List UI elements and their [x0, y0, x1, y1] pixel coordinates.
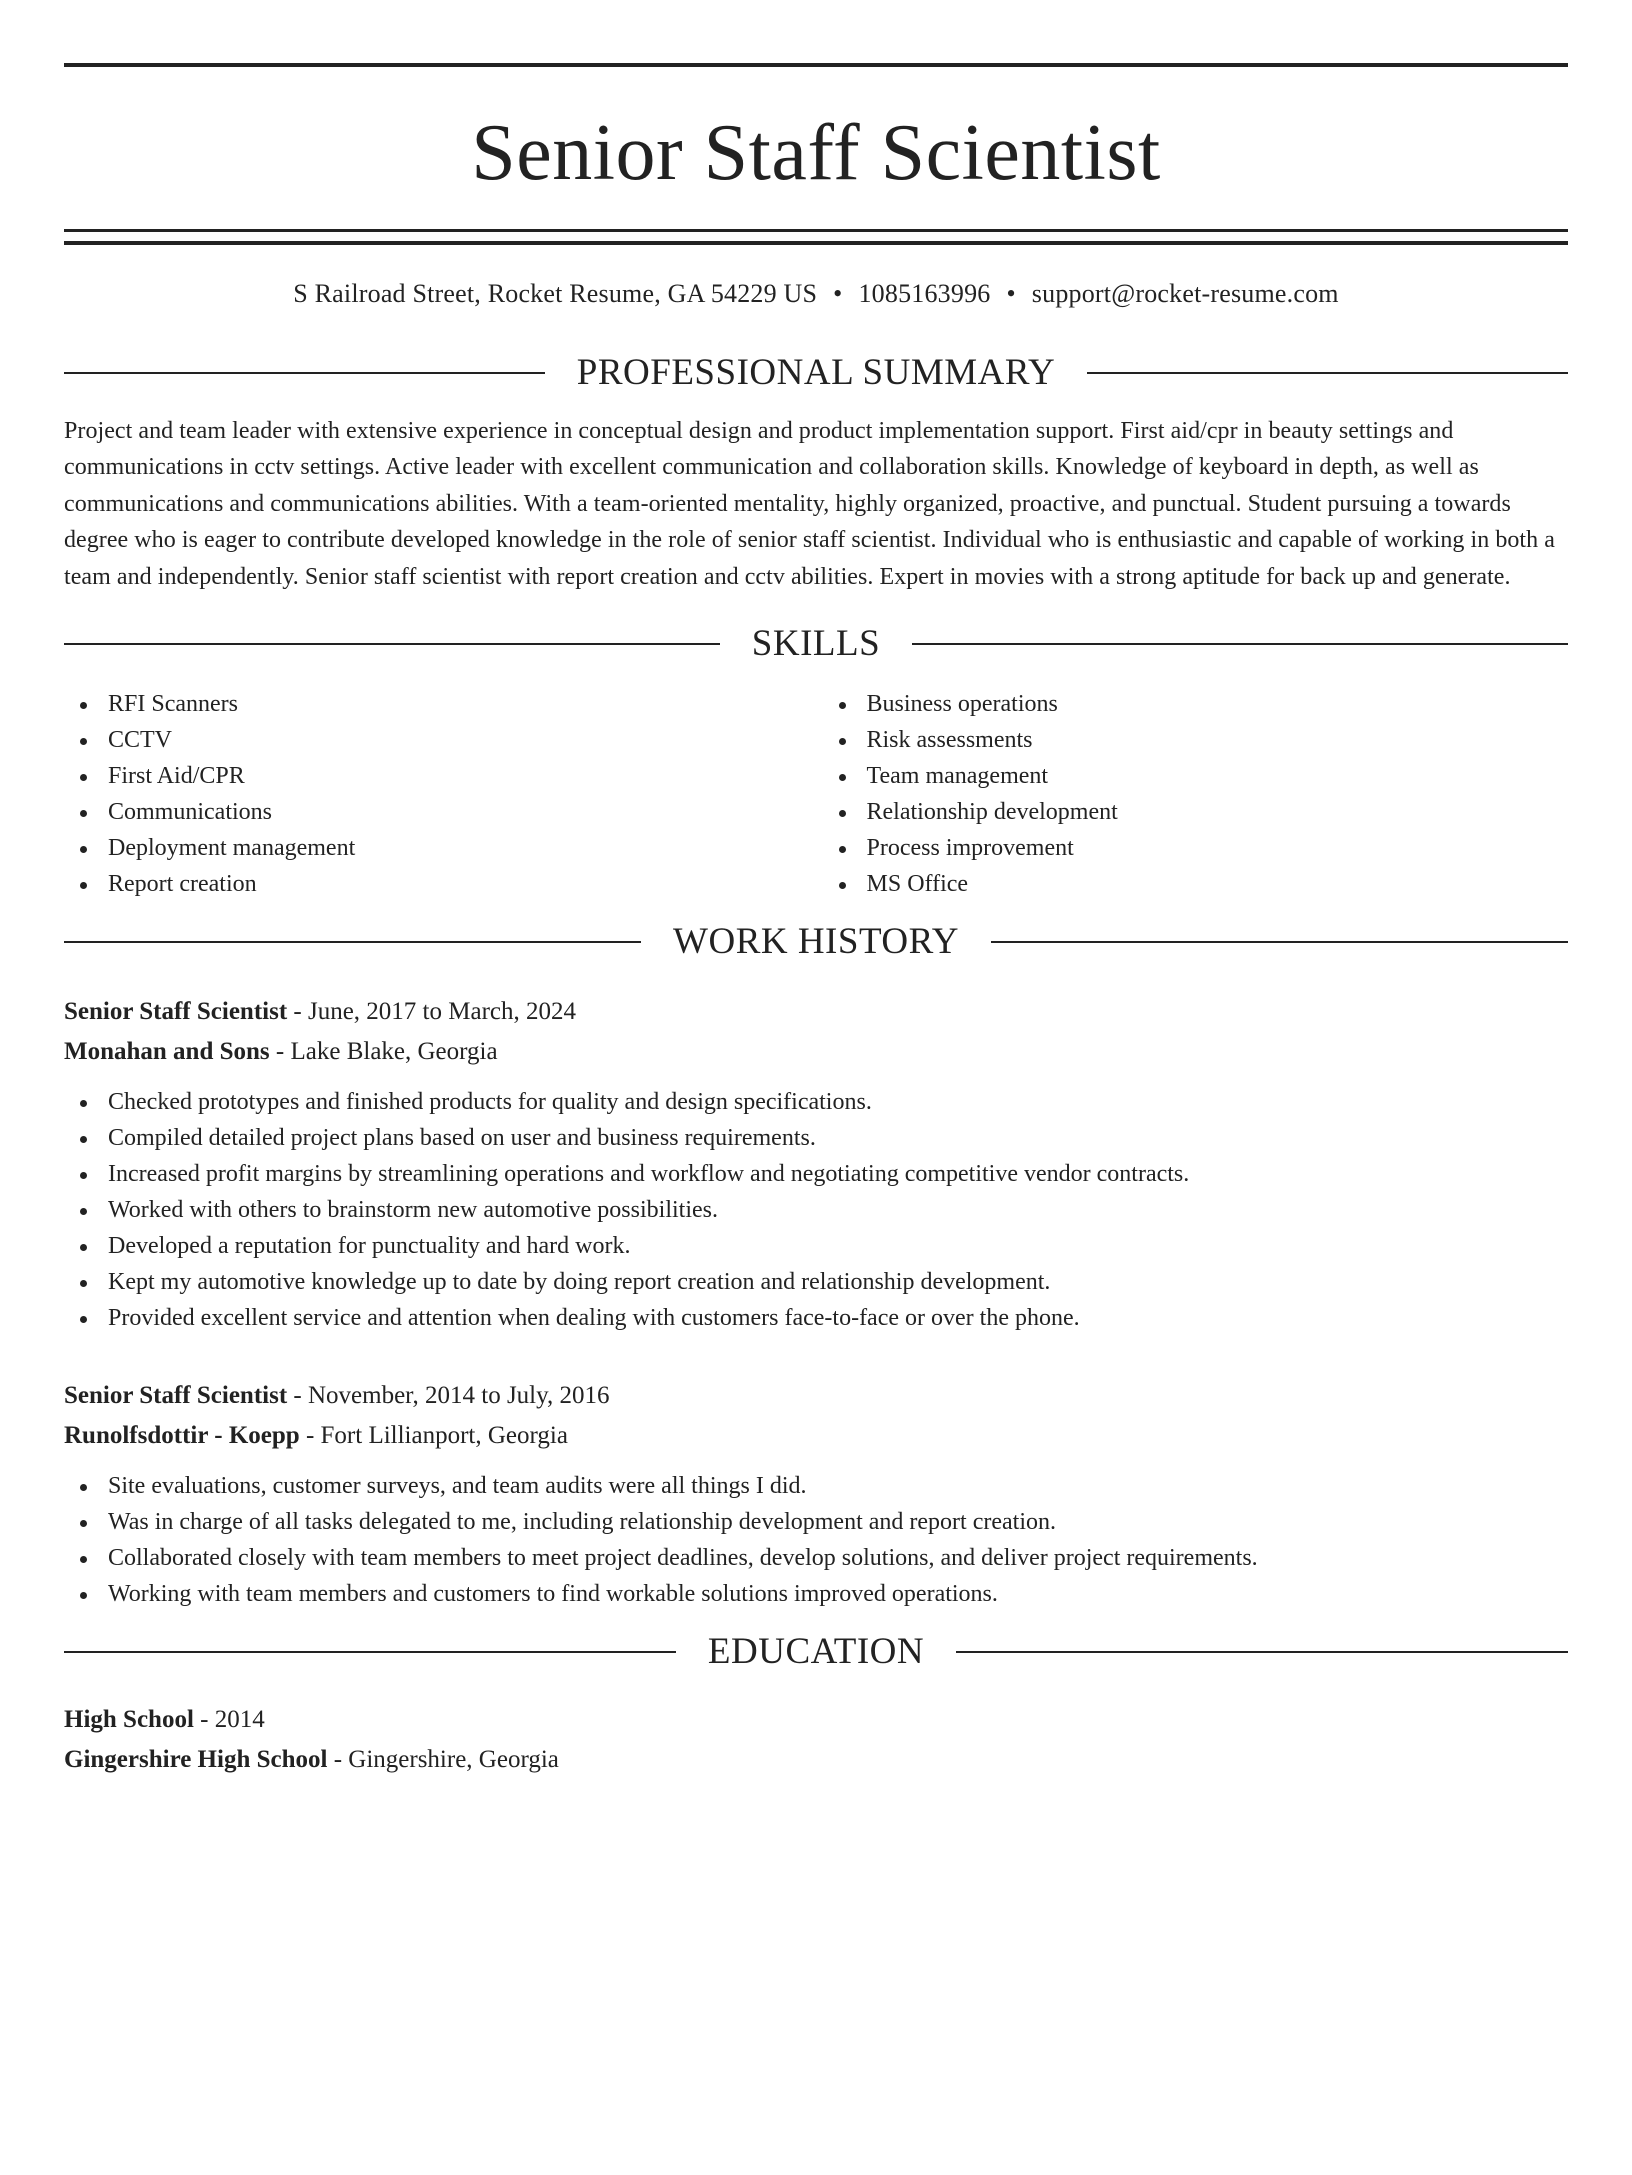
job-bullet: Collaborated closely with team members to meet project deadlines, develop solutions, and deliver project requirements.	[64, 1540, 1568, 1576]
skill-item: RFI Scanners	[64, 686, 810, 722]
skill-item: Relationship development	[823, 794, 1569, 830]
contact-email: support@rocket-resume.com	[1031, 279, 1339, 308]
job-bullet: Compiled detailed project plans based on user and business requirements.	[64, 1120, 1568, 1156]
job-title: Senior Staff Scientist	[64, 998, 288, 1026]
skills-heading: SKILLS	[751, 623, 881, 665]
summary-section-header	[64, 351, 1568, 395]
skill-item: MS Office	[823, 866, 1569, 902]
skills-list	[64, 686, 1568, 902]
skill-item: Business operations	[823, 686, 1569, 722]
job-bullet: Increased profit margins by streamlining operations and workflow and negotiating competitive vendor contracts.	[64, 1156, 1568, 1192]
contact-line	[64, 279, 1568, 309]
job-bullet: Developed a reputation for punctuality and hard work.	[64, 1228, 1568, 1264]
job-entry	[64, 992, 1568, 1336]
section-divider-left	[64, 1651, 676, 1653]
skill-item: Deployment management	[64, 830, 810, 866]
contact-separator: •	[833, 279, 843, 308]
job-bullet: Site evaluations, customer surveys, and team audits were all things I did.	[64, 1468, 1568, 1504]
job-company: Runolfsdottir - Koepp	[64, 1422, 300, 1450]
skill-item: Team management	[823, 758, 1569, 794]
job-dates: - June, 2017 to March, 2024	[287, 998, 576, 1026]
education-degree: High School	[64, 1706, 194, 1734]
skills-column-left	[64, 686, 810, 902]
education-school-line	[64, 1740, 1568, 1780]
education-entry	[64, 1700, 1568, 1780]
work-section-header	[64, 920, 1568, 964]
education-year: - 2014	[193, 1706, 265, 1734]
job-location: - Lake Blake, Georgia	[269, 1038, 498, 1066]
contact-address: S Railroad Street, Rocket Resume, GA 54229 US	[293, 279, 818, 308]
job-bullet: Kept my automotive knowledge up to date by doing report creation and relationship development.	[64, 1264, 1568, 1300]
job-company-line	[64, 1032, 1568, 1072]
skill-item: Report creation	[64, 866, 810, 902]
education-location: - Gingershire, Georgia	[327, 1746, 559, 1774]
summary-heading: PROFESSIONAL SUMMARY	[576, 352, 1056, 393]
job-bullet: Was in charge of all tasks delegated to me, including relationship development and report creation.	[64, 1504, 1568, 1540]
education-degree-line	[64, 1700, 1568, 1740]
job-entry	[64, 1376, 1568, 1612]
section-divider-left	[64, 643, 720, 645]
resume-page	[0, 63, 1632, 2175]
skills-column-right	[810, 686, 1569, 902]
summary-text: Project and team leader with extensive experience in conceptual design and product implementation support. First aid/cpr in beauty settings and communications in cctv settings. Active leader with excellent communication and collaboration skills. Knowledge of keyboard in depth, as well as communications and communications abilities. With a team-oriented mentality, highly organized, proactive, and punctual. Student pursuing a towards degree who is eager to contribute developed knowledge in the role of senior staff scientist. Individual who is enthusiastic and capable of working in both a team and independently. Senior staff scientist with report creation and cctv abilities. Expert in movies with a strong aptitude for back up and generate.	[64, 418, 1555, 590]
title-double-divider	[64, 229, 1568, 245]
work-heading: WORK HISTORY	[673, 921, 959, 963]
skill-item: CCTV	[64, 722, 810, 758]
section-divider-right	[991, 941, 1568, 943]
job-dates: - November, 2014 to July, 2016	[287, 1382, 610, 1410]
job-title-line	[64, 1376, 1568, 1416]
section-divider-right	[956, 1651, 1568, 1653]
contact-separator: •	[1006, 279, 1016, 308]
skill-item: Risk assessments	[823, 722, 1569, 758]
top-divider	[64, 63, 1568, 67]
skill-item: First Aid/CPR	[64, 758, 810, 794]
job-company-line	[64, 1416, 1568, 1456]
section-divider-left	[64, 372, 545, 374]
job-bullet: Worked with others to brainstorm new automotive possibilities.	[64, 1192, 1568, 1228]
education-heading: EDUCATION	[707, 1631, 925, 1673]
section-divider-right	[912, 643, 1568, 645]
resume-title: Senior Staff Scientist	[471, 109, 1161, 197]
job-location: - Fort Lillianport, Georgia	[299, 1422, 568, 1450]
job-title: Senior Staff Scientist	[64, 1382, 288, 1410]
job-title-line	[64, 992, 1568, 1032]
job-bullet: Checked prototypes and finished products for quality and design specifications.	[64, 1084, 1568, 1120]
contact-phone: 1085163996	[858, 279, 991, 308]
job-bullet: Provided excellent service and attention when dealing with customers face-to-face or over the phone.	[64, 1300, 1568, 1336]
section-divider-left	[64, 941, 641, 943]
section-divider-right	[1087, 372, 1568, 374]
job-company: Monahan and Sons	[64, 1038, 270, 1066]
skills-section-header	[64, 622, 1568, 666]
education-school: Gingershire High School	[64, 1746, 328, 1774]
job-bullets	[64, 1084, 1568, 1336]
job-bullets	[64, 1468, 1568, 1612]
education-section-header	[64, 1630, 1568, 1674]
skill-item: Communications	[64, 794, 810, 830]
skill-item: Process improvement	[823, 830, 1569, 866]
job-bullet: Working with team members and customers to find workable solutions improved operations.	[64, 1576, 1568, 1612]
